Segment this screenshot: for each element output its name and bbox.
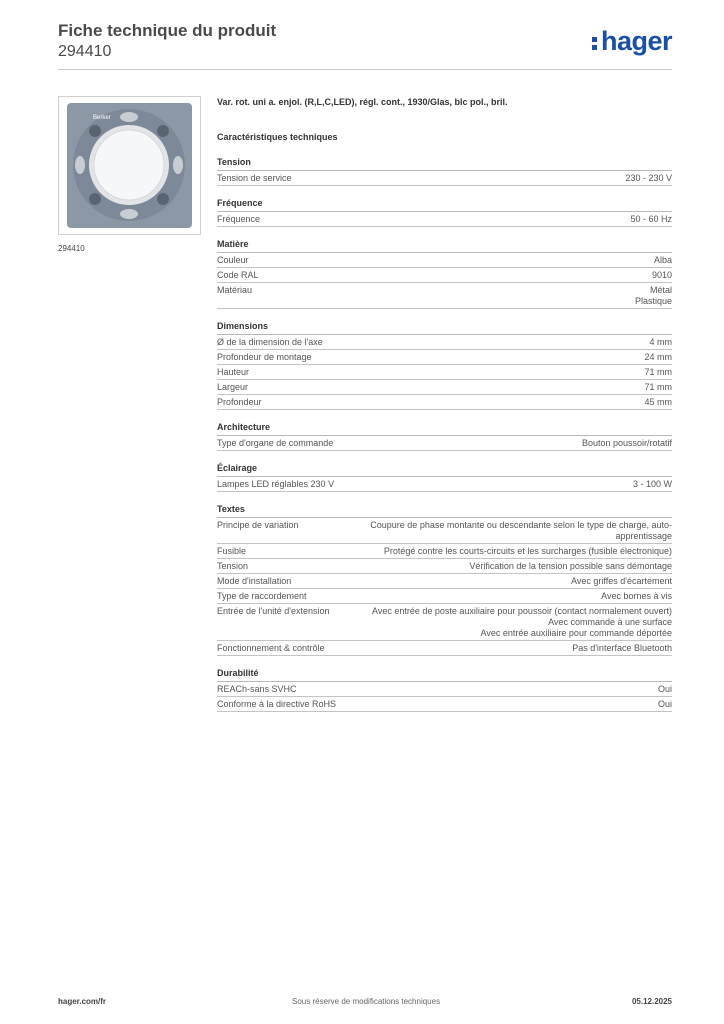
- spec-label: Type d'organe de commande: [217, 438, 334, 448]
- spec-content: [217, 96, 672, 723]
- spec-row: [217, 641, 672, 656]
- spec-row: [217, 604, 672, 641]
- spec-sections: [217, 156, 672, 712]
- hager-logo: [591, 26, 672, 56]
- rotary-knob: [94, 130, 164, 200]
- spec-value-line: 3 - 100 W: [632, 479, 672, 489]
- spec-value: [346, 699, 672, 710]
- section-title: Matière: [217, 238, 672, 253]
- spec-value-line: Métal: [649, 285, 672, 295]
- footer-notice: Sous réserve de modifications techniques: [292, 997, 441, 1006]
- product-image-caption: 294410: [58, 244, 85, 253]
- spec-section: [217, 156, 672, 186]
- spec-row: [217, 380, 672, 395]
- spec-value-line: Oui: [657, 684, 672, 694]
- spec-row: [217, 477, 672, 492]
- spec-row: [217, 574, 672, 589]
- spec-row: [217, 335, 672, 350]
- spec-row: [217, 697, 672, 712]
- spec-value: [258, 561, 672, 572]
- spec-section: [217, 238, 672, 309]
- spec-value: [258, 382, 672, 393]
- spec-label: Type de raccordement: [217, 591, 307, 601]
- spec-row: [217, 682, 672, 697]
- section-title: Fréquence: [217, 197, 672, 212]
- spec-section: [217, 320, 672, 410]
- spec-value-line: Vérification de la tension possible sans démontage: [469, 561, 672, 571]
- spec-label: Mode d'installation: [217, 576, 292, 586]
- spec-section: [217, 462, 672, 492]
- spec-label: Tension: [217, 561, 249, 571]
- spec-label: Entrée de l'unité d'extension: [217, 606, 330, 616]
- product-description: Var. rot. uni a. enjol. (R,L,C,LED), régl. cont., 1930/Glas, blc pol., bril.: [217, 97, 508, 107]
- spec-value-line: Pas d'interface Bluetooth: [572, 643, 672, 653]
- screw-slot-left: [75, 156, 85, 174]
- spec-row: [217, 365, 672, 380]
- footer-website-link[interactable]: hager.com/fr: [58, 997, 107, 1006]
- spec-value: [262, 285, 672, 307]
- footer-date: 05.12.2025: [631, 997, 672, 1006]
- spec-label: Couleur: [217, 255, 249, 265]
- screw-slot-top: [120, 112, 138, 122]
- spec-label: Code RAL: [217, 270, 259, 280]
- spec-value: [317, 591, 672, 602]
- page-header: [58, 20, 672, 70]
- spec-value-line: 24 mm: [644, 352, 672, 362]
- logo-dots-icon: [591, 33, 599, 51]
- spec-section: [217, 667, 672, 712]
- spec-value-line: Avec griffes d'écartement: [571, 576, 672, 586]
- tech-heading: Caractéristiques techniques: [217, 132, 338, 142]
- spec-value-line: 50 - 60 Hz: [630, 214, 672, 224]
- spec-value: [340, 606, 672, 639]
- spec-row: [217, 559, 672, 574]
- spec-row: [217, 283, 672, 309]
- spec-value-line: Alba: [653, 255, 672, 265]
- product-image: [58, 96, 201, 235]
- spec-value-line: Avec entrée de poste auxiliaire pour poussoir (contact normalement ouvert): [372, 606, 672, 616]
- spec-value: [302, 173, 672, 184]
- spec-row: [217, 212, 672, 227]
- spec-value-line: Oui: [657, 699, 672, 709]
- spec-label: Fonctionnement & contrôle: [217, 643, 325, 653]
- spec-value: [344, 479, 672, 490]
- spec-value-line: 230 - 230 V: [625, 173, 672, 183]
- spec-row: [217, 350, 672, 365]
- spec-value-line: Plastique: [634, 296, 672, 306]
- spec-value-line: Avec commande à une surface: [548, 617, 672, 627]
- section-title: Architecture: [217, 421, 672, 436]
- spec-value-line: Bouton poussoir/rotatif: [581, 438, 672, 448]
- spec-value: [333, 337, 672, 348]
- screw-slot-right: [173, 156, 183, 174]
- spec-section: [217, 421, 672, 451]
- spec-label: Tension de service: [217, 173, 292, 183]
- spec-value-line: Protégé contre les courts-circuits et les surcharges (fusible électronique): [383, 546, 672, 556]
- spec-label: Conforme à la directive RoHS: [217, 699, 337, 709]
- spec-value-line: Avec bornes à vis: [601, 591, 672, 601]
- spec-section: [217, 503, 672, 656]
- spec-label: Fréquence: [217, 214, 261, 224]
- section-title: Éclairage: [217, 462, 672, 477]
- spec-value: [272, 397, 672, 408]
- spec-label: Principe de variation: [217, 520, 299, 530]
- spec-value: [259, 367, 672, 378]
- spec-value: [307, 684, 672, 695]
- spec-value: [259, 255, 672, 266]
- spec-label: Profondeur de montage: [217, 352, 312, 362]
- spec-label: Hauteur: [217, 367, 250, 377]
- spec-value-line: apprentissage: [615, 531, 672, 541]
- spec-value-line: 71 mm: [644, 382, 672, 392]
- spec-value: [335, 643, 672, 654]
- section-title: Textes: [217, 503, 672, 518]
- spec-label: Profondeur: [217, 397, 262, 407]
- spec-row: [217, 395, 672, 410]
- product-reference: 294410: [58, 43, 112, 60]
- claw-screw: [89, 125, 101, 137]
- spec-value: [309, 520, 672, 542]
- brand-mark: Berker: [93, 115, 111, 121]
- page-title: Fiche technique du produit: [58, 21, 277, 40]
- spec-value-line: 71 mm: [644, 367, 672, 377]
- section-title: Tension: [217, 156, 672, 171]
- section-title: Durabilité: [217, 667, 672, 682]
- claw-screw: [89, 193, 101, 205]
- spec-row: [217, 253, 672, 268]
- spec-value: [322, 352, 672, 363]
- spec-row: [217, 171, 672, 186]
- spec-value-line: 45 mm: [644, 397, 672, 407]
- spec-value-line: 4 mm: [649, 337, 672, 347]
- spec-value-line: 9010: [651, 270, 672, 280]
- spec-section: [217, 197, 672, 227]
- section-title: Dimensions: [217, 320, 672, 335]
- spec-row: [217, 268, 672, 283]
- spec-row: [217, 544, 672, 559]
- spec-label: Largeur: [217, 382, 249, 392]
- claw-screw: [157, 193, 169, 205]
- claw-screw: [157, 125, 169, 137]
- spec-value-line: Coupure de phase montante ou descendante selon le type de charge, auto-: [370, 520, 672, 530]
- logo-text: hager: [600, 26, 672, 56]
- spec-row: [217, 436, 672, 451]
- dimmer-switch-image: [59, 97, 200, 234]
- spec-row: [217, 518, 672, 544]
- spec-value: [269, 270, 672, 281]
- spec-label: Matériau: [217, 285, 253, 295]
- spec-value: [270, 214, 672, 225]
- spec-value: [301, 576, 672, 587]
- spec-label: Ø de la dimension de l'axe: [217, 337, 323, 347]
- spec-row: [217, 589, 672, 604]
- spec-label: Fusible: [217, 546, 247, 556]
- screw-slot-bottom: [120, 209, 138, 219]
- spec-label: REACh-sans SVHC: [217, 684, 297, 694]
- spec-value: [256, 546, 672, 557]
- spec-value: [343, 438, 672, 449]
- spec-value-line: Avec entrée auxiliaire pour commande déportée: [480, 628, 672, 638]
- spec-label: Lampes LED réglables 230 V: [217, 479, 335, 489]
